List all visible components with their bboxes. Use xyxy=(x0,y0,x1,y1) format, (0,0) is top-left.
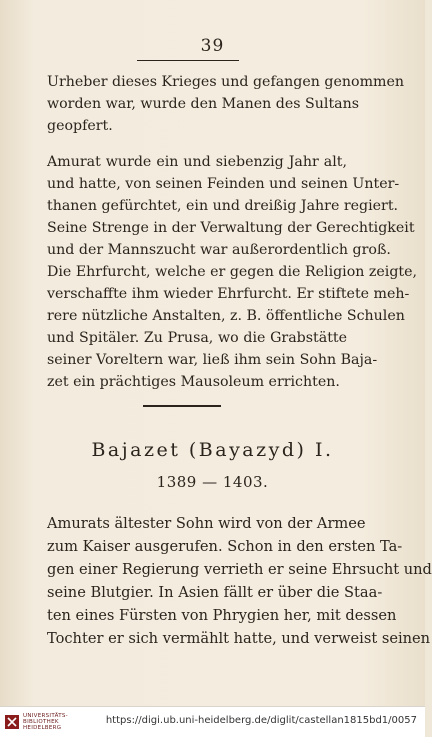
text-line: verschaffte ihm wieder Ehrfurcht. Er stiftete meh- xyxy=(47,286,410,302)
text-line: Amurat wurde ein und siebenzig Jahr alt, xyxy=(47,154,347,170)
logo-line: BIBLIOTHEK xyxy=(23,719,59,725)
logo-line: UNIVERSITÄTS- xyxy=(23,713,68,719)
text-line: rere nützliche Anstalten, z. B. öffentliche Schulen xyxy=(47,308,405,324)
section-heading: Bajazet (Bayazyd) I. xyxy=(91,439,334,461)
section-divider xyxy=(143,405,221,407)
paragraph-2 xyxy=(47,151,418,393)
text-line: Die Ehrfurcht, welche er gegen die Religion zeigte, xyxy=(47,264,418,280)
text-line: thanen gefürchtet, ein und dreißig Jahre regiert. xyxy=(47,198,399,214)
source-url-link[interactable]: https://digi.ub.uni-heidelberg.de/diglit/castellan1815bd1/0057 xyxy=(105,715,417,726)
text-line: Amurats ältester Sohn wird von der Armee xyxy=(47,515,366,532)
text-line: Seine Strenge in der Verwaltung der Gerechtigkeit xyxy=(47,220,415,236)
page-number: 39 xyxy=(200,36,225,56)
paragraph-3 xyxy=(47,512,432,650)
header-rule xyxy=(137,60,239,61)
text-line: worden war, wurde den Manen des Sultans xyxy=(47,96,360,112)
text-line: und Spitäler. Zu Prusa, wo die Grabstätte xyxy=(47,330,347,346)
text-line: zum Kaiser ausgerufen. Schon in den ersten Ta- xyxy=(47,538,403,555)
text-line: Urheber dieses Krieges und gefangen genommen xyxy=(47,74,405,90)
text-line: ten eines Fürsten von Phrygien her, mit dessen xyxy=(47,607,397,624)
text-line: seiner Voreltern war, ließ ihm sein Sohn Baja- xyxy=(47,352,378,368)
section-dates: 1389 — 1403. xyxy=(156,473,269,491)
text-line: und der Mannszucht war außerordentlich groß. xyxy=(47,242,391,258)
library-logo-text xyxy=(23,713,68,731)
text-line: Tochter er sich vermählt hatte, und verweist seinen xyxy=(47,630,431,647)
text-line: geopfert. xyxy=(47,118,113,134)
text-line: zet ein prächtiges Mausoleum errichten. xyxy=(47,374,340,390)
text-line: gen einer Regierung verrieth er seine Ehrsucht und xyxy=(47,561,432,578)
logo-line: HEIDELBERG xyxy=(23,725,62,731)
library-logo-icon xyxy=(4,714,20,730)
viewer-footer xyxy=(0,706,425,737)
text-line: seine Blutgier. In Asien fällt er über die Staa- xyxy=(47,584,383,601)
text-line: und hatte, von seinen Feinden und seinen Unter- xyxy=(47,176,400,192)
paragraph-1 xyxy=(47,71,405,137)
